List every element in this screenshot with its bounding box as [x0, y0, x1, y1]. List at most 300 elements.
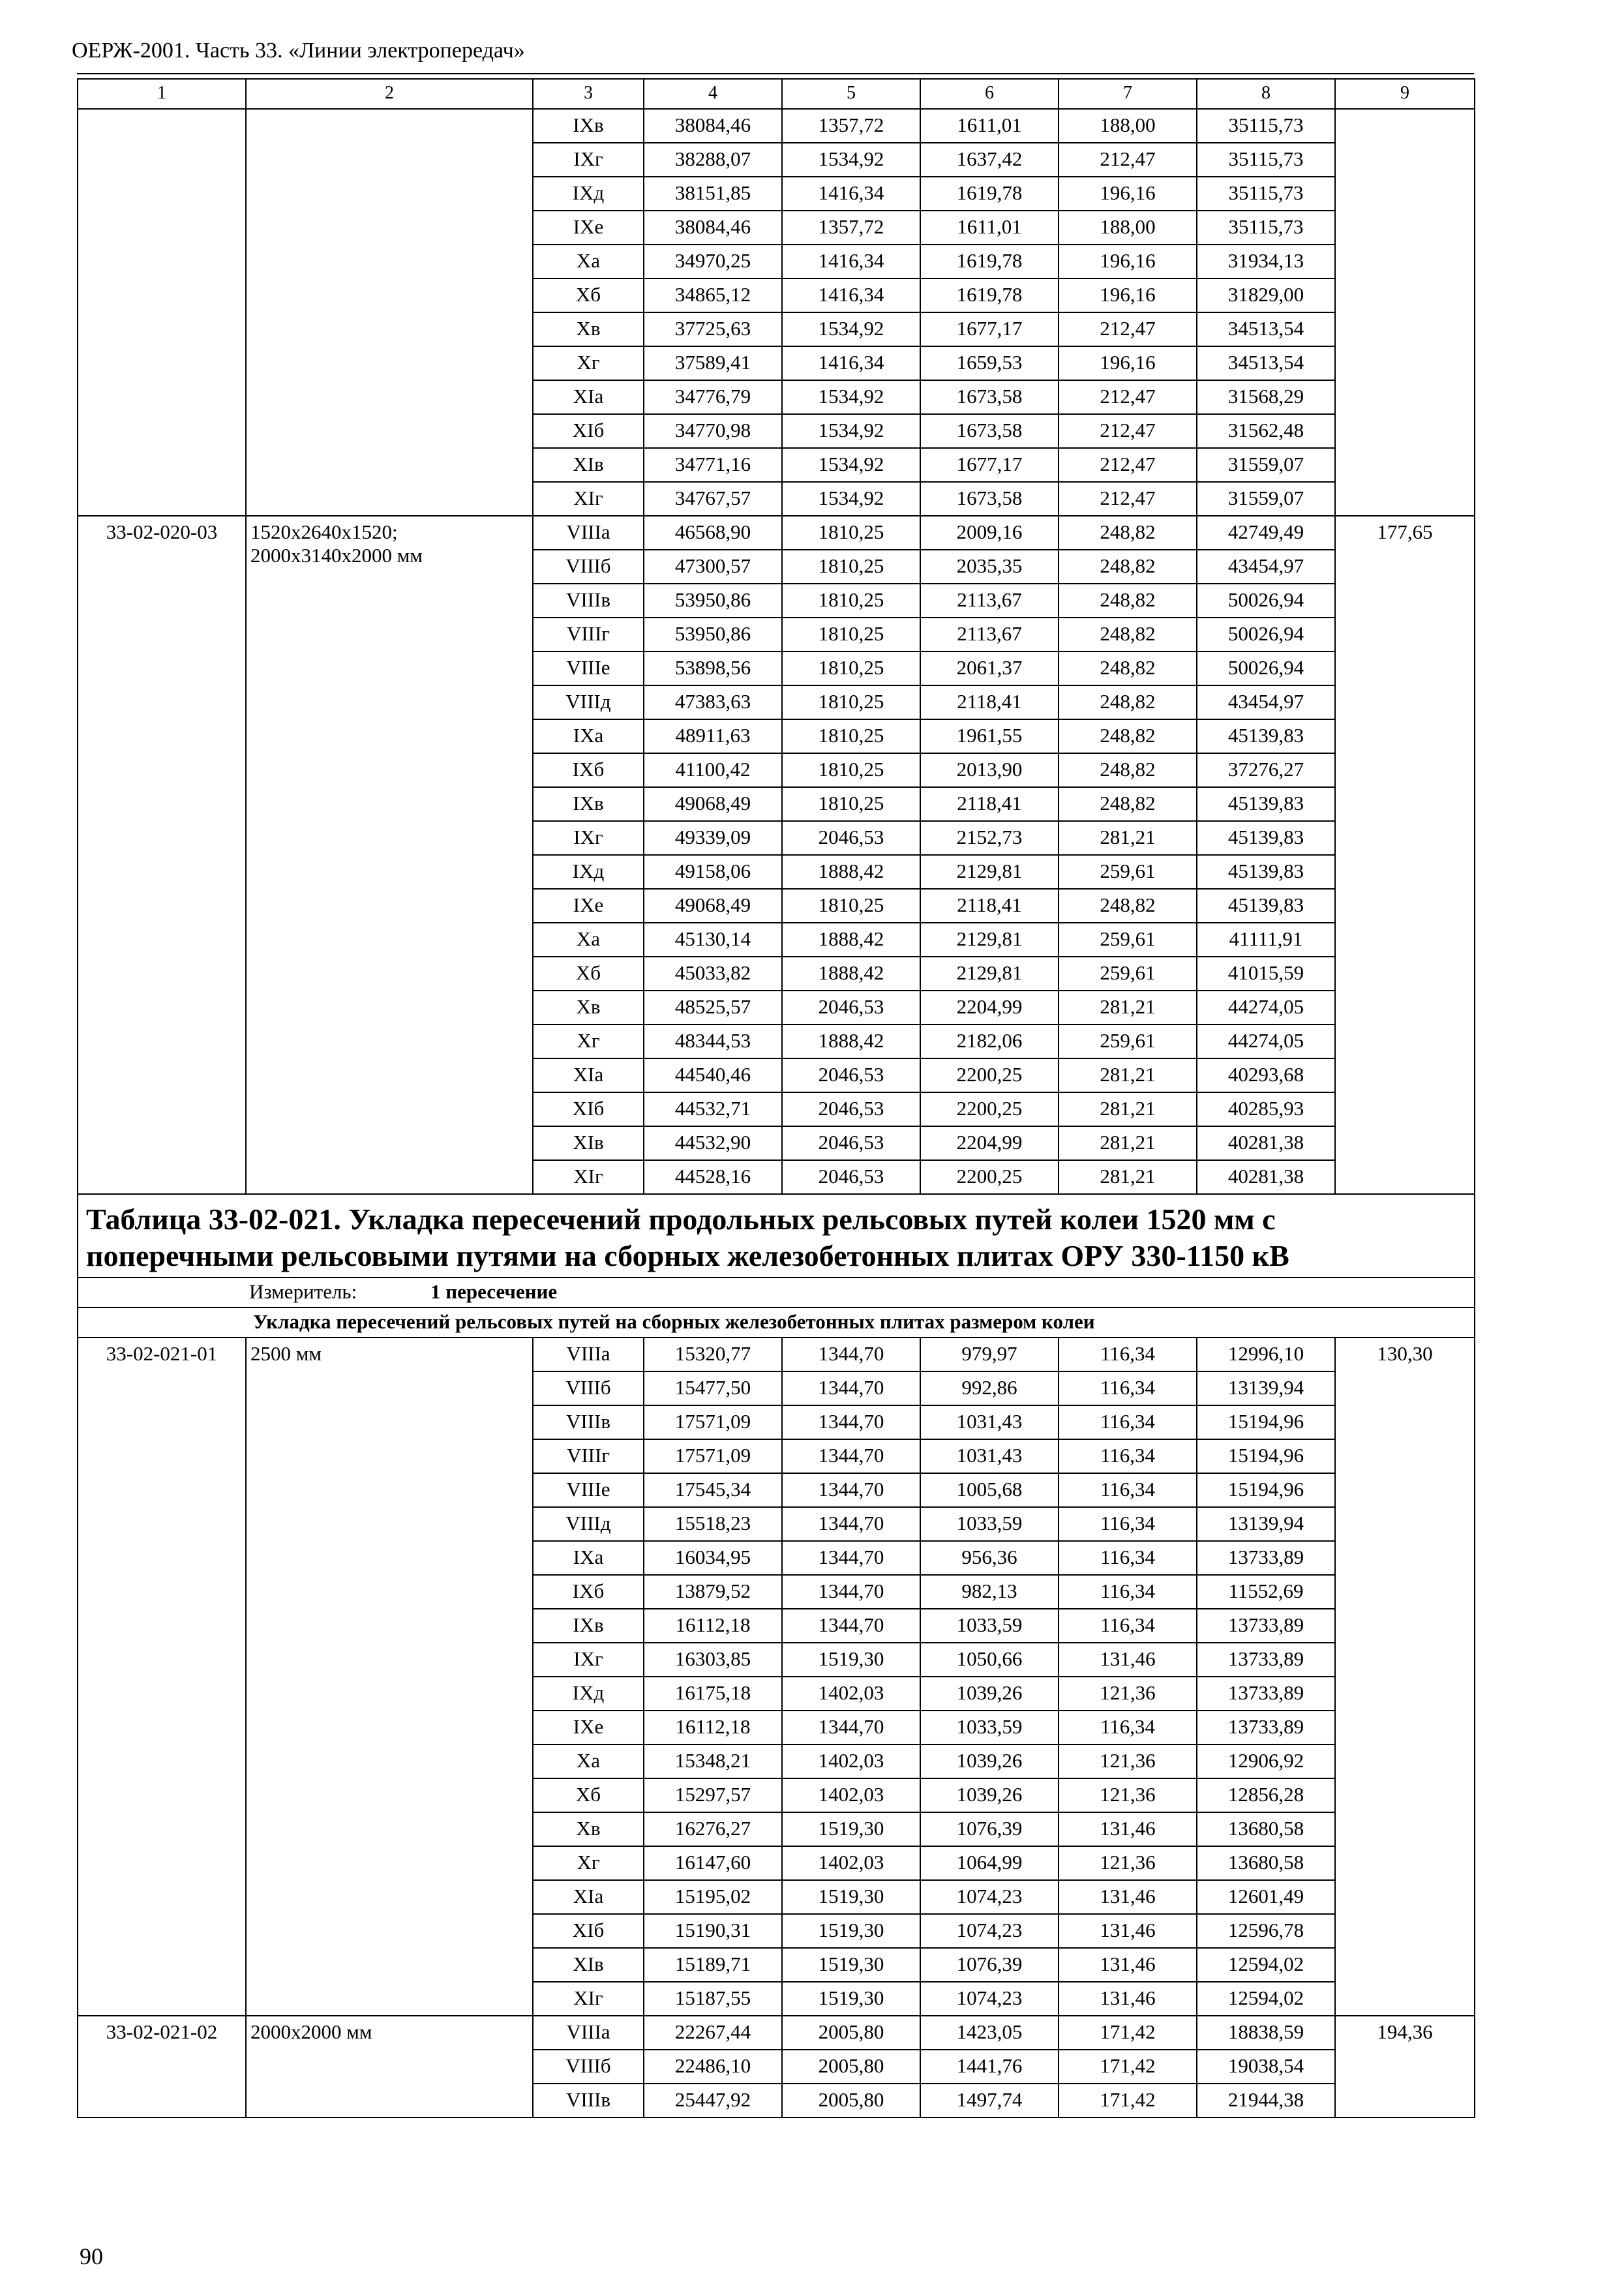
labor-cost-cell: 1344,70: [782, 1439, 920, 1473]
total-cost-cell: 44532,71: [644, 1092, 782, 1126]
operator-wage-cell: 188,00: [1059, 109, 1197, 143]
section-heading-row: [78, 1308, 1475, 1338]
machine-cost-cell: 1074,23: [920, 1914, 1059, 1948]
operator-wage-cell: 212,47: [1059, 143, 1197, 177]
total-cost-cell: 22267,44: [644, 2016, 782, 2050]
machine-cost-cell: 2113,67: [920, 618, 1059, 651]
table-title-row: [78, 1194, 1475, 1278]
machine-cost-cell: 1033,59: [920, 1711, 1059, 1744]
machine-cost-cell: 1039,26: [920, 1778, 1059, 1812]
labor-cost-cell: 2046,53: [782, 991, 920, 1025]
column-number-6: 6: [920, 79, 1059, 109]
materials-cost-cell: 12594,02: [1197, 1948, 1335, 1982]
operator-wage-cell: 281,21: [1059, 1092, 1197, 1126]
operator-wage-cell: 259,61: [1059, 1025, 1197, 1058]
total-cost-cell: 41100,42: [644, 753, 782, 787]
labor-cost-cell: 1357,72: [782, 109, 920, 143]
zone-cell: IXб: [533, 1575, 644, 1609]
zone-cell: IXг: [533, 1643, 644, 1677]
materials-cost-cell: 19038,54: [1197, 2050, 1335, 2084]
materials-cost-cell: 41015,59: [1197, 957, 1335, 991]
zone-cell: XIа: [533, 1880, 644, 1914]
materials-cost-cell: 45139,83: [1197, 855, 1335, 889]
total-cost-cell: 34770,98: [644, 414, 782, 448]
materials-cost-cell: 13733,89: [1197, 1677, 1335, 1711]
operator-wage-cell: 259,61: [1059, 855, 1197, 889]
zone-cell: Xв: [533, 991, 644, 1025]
total-cost-cell: 17571,09: [644, 1405, 782, 1439]
machine-cost-cell: 979,97: [920, 1338, 1059, 1371]
operator-wage-cell: 248,82: [1059, 651, 1197, 685]
total-cost-cell: 16147,60: [644, 1846, 782, 1880]
total-cost-cell: 49158,06: [644, 855, 782, 889]
operator-wage-cell: 248,82: [1059, 584, 1197, 618]
zone-cell: XIа: [533, 380, 644, 414]
machine-cost-cell: 2118,41: [920, 685, 1059, 719]
materials-cost-cell: 13139,94: [1197, 1507, 1335, 1541]
zone-cell: IXг: [533, 143, 644, 177]
materials-cost-cell: 45139,83: [1197, 719, 1335, 753]
machine-cost-cell: 2113,67: [920, 584, 1059, 618]
machine-cost-cell: 2061,37: [920, 651, 1059, 685]
total-cost-cell: 38151,85: [644, 177, 782, 211]
operator-wage-cell: 121,36: [1059, 1846, 1197, 1880]
labor-cost-cell: 1888,42: [782, 957, 920, 991]
total-cost-cell: 34970,25: [644, 245, 782, 278]
labor-cost-cell: 1810,25: [782, 584, 920, 618]
labor-cost-cell: 1344,70: [782, 1405, 920, 1439]
total-cost-cell: 15320,77: [644, 1338, 782, 1371]
labor-cost-cell: 1344,70: [782, 1711, 920, 1744]
machine-cost-cell: 2200,25: [920, 1160, 1059, 1194]
rate-code-cell: [78, 109, 246, 516]
meter-row: [78, 1278, 1475, 1308]
labor-cost-cell: 1344,70: [782, 1575, 920, 1609]
operator-wage-cell: 116,34: [1059, 1575, 1197, 1609]
operator-wage-cell: 131,46: [1059, 1880, 1197, 1914]
labor-cost-cell: 1534,92: [782, 482, 920, 516]
machine-cost-cell: 992,86: [920, 1371, 1059, 1405]
rate-code-cell: 33-02-021-02: [78, 2016, 246, 2117]
rates-table: [77, 78, 1475, 2118]
machine-cost-cell: 2182,06: [920, 1025, 1059, 1058]
zone-cell: XIг: [533, 1160, 644, 1194]
machine-cost-cell: 2118,41: [920, 889, 1059, 923]
labor-cost-cell: 1810,25: [782, 889, 920, 923]
total-cost-cell: 22486,10: [644, 2050, 782, 2084]
materials-cost-cell: 21944,38: [1197, 2084, 1335, 2117]
materials-cost-cell: 37276,27: [1197, 753, 1335, 787]
labor-cost-cell: 1888,42: [782, 923, 920, 957]
materials-cost-cell: 35115,73: [1197, 211, 1335, 245]
zone-cell: VIIIа: [533, 2016, 644, 2050]
rate-code-cell: 33-02-021-01: [78, 1338, 246, 2016]
materials-cost-cell: 45139,83: [1197, 821, 1335, 855]
materials-cost-cell: 31568,29: [1197, 380, 1335, 414]
materials-cost-cell: 13680,58: [1197, 1846, 1335, 1880]
total-cost-cell: 44532,90: [644, 1126, 782, 1160]
zone-cell: IXв: [533, 1609, 644, 1643]
total-cost-cell: 45130,14: [644, 923, 782, 957]
zone-cell: Xб: [533, 957, 644, 991]
zone-cell: VIIIг: [533, 1439, 644, 1473]
machine-cost-cell: 956,36: [920, 1541, 1059, 1575]
materials-cost-cell: 18838,59: [1197, 2016, 1335, 2050]
labor-cost-cell: 1402,03: [782, 1744, 920, 1778]
materials-cost-cell: 12906,92: [1197, 1744, 1335, 1778]
materials-cost-cell: 12596,78: [1197, 1914, 1335, 1948]
table-title: Таблица 33-02-021. Укладка пересечений продольных рельсовых путей колеи 1520 мм с поперечными рельсовыми путями на сборных железобетонных плитах ОРУ 330-1150 кВ: [78, 1194, 1475, 1278]
operator-wage-cell: 248,82: [1059, 618, 1197, 651]
materials-cost-cell: 43454,97: [1197, 685, 1335, 719]
machine-cost-cell: 1076,39: [920, 1812, 1059, 1846]
operator-wage-cell: 121,36: [1059, 1744, 1197, 1778]
machine-cost-cell: 2204,99: [920, 991, 1059, 1025]
zone-cell: IXд: [533, 177, 644, 211]
materials-cost-cell: 13733,89: [1197, 1643, 1335, 1677]
labor-norm-cell: 177,65: [1335, 516, 1475, 1194]
total-cost-cell: 37589,41: [644, 346, 782, 380]
labor-cost-cell: 1519,30: [782, 1982, 920, 2016]
total-cost-cell: 16303,85: [644, 1643, 782, 1677]
total-cost-cell: 46568,90: [644, 516, 782, 550]
materials-cost-cell: 31934,13: [1197, 245, 1335, 278]
zone-cell: Xб: [533, 278, 644, 312]
materials-cost-cell: 12594,02: [1197, 1982, 1335, 2016]
labor-cost-cell: 1344,70: [782, 1507, 920, 1541]
column-number-5: 5: [782, 79, 920, 109]
labor-cost-cell: 1519,30: [782, 1948, 920, 1982]
column-number-3: 3: [533, 79, 644, 109]
zone-cell: VIIIв: [533, 1405, 644, 1439]
operator-wage-cell: 131,46: [1059, 1643, 1197, 1677]
total-cost-cell: 49068,49: [644, 787, 782, 821]
operator-wage-cell: 281,21: [1059, 1058, 1197, 1092]
zone-cell: IXе: [533, 889, 644, 923]
total-cost-cell: 34776,79: [644, 380, 782, 414]
materials-cost-cell: 44274,05: [1197, 1025, 1335, 1058]
labor-norm-cell: 130,30: [1335, 1338, 1475, 2016]
header-rule: [77, 73, 1474, 74]
operator-wage-cell: 171,42: [1059, 2084, 1197, 2117]
materials-cost-cell: 45139,83: [1197, 787, 1335, 821]
column-number-7: 7: [1059, 79, 1197, 109]
labor-norm-cell: [1335, 109, 1475, 516]
labor-cost-cell: 1888,42: [782, 855, 920, 889]
labor-norm-cell: 194,36: [1335, 2016, 1475, 2117]
zone-cell: Xв: [533, 1812, 644, 1846]
labor-cost-cell: 1810,25: [782, 787, 920, 821]
labor-cost-cell: 1519,30: [782, 1643, 920, 1677]
materials-cost-cell: 13139,94: [1197, 1371, 1335, 1405]
operator-wage-cell: 116,34: [1059, 1338, 1197, 1371]
labor-cost-cell: 1416,34: [782, 177, 920, 211]
operator-wage-cell: 116,34: [1059, 1541, 1197, 1575]
labor-cost-cell: 1888,42: [782, 1025, 920, 1058]
machine-cost-cell: 1074,23: [920, 1880, 1059, 1914]
zone-cell: Xа: [533, 1744, 644, 1778]
labor-cost-cell: 1402,03: [782, 1846, 920, 1880]
zone-cell: XIб: [533, 1092, 644, 1126]
total-cost-cell: 16112,18: [644, 1609, 782, 1643]
materials-cost-cell: 35115,73: [1197, 109, 1335, 143]
zone-cell: VIIIб: [533, 550, 644, 584]
machine-cost-cell: 1031,43: [920, 1439, 1059, 1473]
zone-cell: Xг: [533, 1025, 644, 1058]
machine-cost-cell: 2013,90: [920, 753, 1059, 787]
zone-cell: IXд: [533, 1677, 644, 1711]
zone-cell: XIв: [533, 1948, 644, 1982]
operator-wage-cell: 171,42: [1059, 2016, 1197, 2050]
total-cost-cell: 34865,12: [644, 278, 782, 312]
labor-cost-cell: 2046,53: [782, 1160, 920, 1194]
labor-cost-cell: 1344,70: [782, 1473, 920, 1507]
machine-cost-cell: 2035,35: [920, 550, 1059, 584]
materials-cost-cell: 31559,07: [1197, 482, 1335, 516]
labor-cost-cell: 1344,70: [782, 1338, 920, 1371]
operator-wage-cell: 116,34: [1059, 1405, 1197, 1439]
zone-cell: XIв: [533, 1126, 644, 1160]
zone-cell: VIIIд: [533, 685, 644, 719]
total-cost-cell: 15477,50: [644, 1371, 782, 1405]
materials-cost-cell: 13733,89: [1197, 1609, 1335, 1643]
materials-cost-cell: 31829,00: [1197, 278, 1335, 312]
labor-cost-cell: 2046,53: [782, 821, 920, 855]
zone-cell: VIIIг: [533, 618, 644, 651]
operator-wage-cell: 131,46: [1059, 1948, 1197, 1982]
zone-cell: IXв: [533, 109, 644, 143]
materials-cost-cell: 50026,94: [1197, 651, 1335, 685]
machine-cost-cell: 1673,58: [920, 380, 1059, 414]
materials-cost-cell: 31562,48: [1197, 414, 1335, 448]
operator-wage-cell: 248,82: [1059, 787, 1197, 821]
total-cost-cell: 16034,95: [644, 1541, 782, 1575]
operator-wage-cell: 121,36: [1059, 1778, 1197, 1812]
labor-cost-cell: 1534,92: [782, 448, 920, 482]
materials-cost-cell: 40293,68: [1197, 1058, 1335, 1092]
machine-cost-cell: 2204,99: [920, 1126, 1059, 1160]
materials-cost-cell: 44274,05: [1197, 991, 1335, 1025]
description-cell: 2000х2000 мм: [246, 2016, 533, 2117]
total-cost-cell: 16276,27: [644, 1812, 782, 1846]
machine-cost-cell: 2200,25: [920, 1058, 1059, 1092]
zone-cell: IXе: [533, 1711, 644, 1744]
labor-cost-cell: 1416,34: [782, 346, 920, 380]
zone-cell: IXа: [533, 1541, 644, 1575]
labor-cost-cell: 1810,25: [782, 516, 920, 550]
machine-cost-cell: 1031,43: [920, 1405, 1059, 1439]
total-cost-cell: 16112,18: [644, 1711, 782, 1744]
labor-cost-cell: 2046,53: [782, 1058, 920, 1092]
total-cost-cell: 15518,23: [644, 1507, 782, 1541]
zone-cell: VIIIа: [533, 1338, 644, 1371]
labor-cost-cell: 1810,25: [782, 685, 920, 719]
zone-cell: IXб: [533, 753, 644, 787]
zone-cell: Xб: [533, 1778, 644, 1812]
labor-cost-cell: 1416,34: [782, 245, 920, 278]
operator-wage-cell: 248,82: [1059, 685, 1197, 719]
section-heading: Укладка пересечений рельсовых путей на сборных железобетонных плитах размером колеи: [78, 1308, 1475, 1338]
total-cost-cell: 15348,21: [644, 1744, 782, 1778]
zone-cell: VIIIв: [533, 2084, 644, 2117]
materials-cost-cell: 35115,73: [1197, 143, 1335, 177]
labor-cost-cell: 2005,80: [782, 2084, 920, 2117]
operator-wage-cell: 212,47: [1059, 482, 1197, 516]
zone-cell: VIIIб: [533, 1371, 644, 1405]
machine-cost-cell: 1423,05: [920, 2016, 1059, 2050]
zone-cell: VIIIе: [533, 651, 644, 685]
machine-cost-cell: 1673,58: [920, 414, 1059, 448]
materials-cost-cell: 50026,94: [1197, 618, 1335, 651]
labor-cost-cell: 2005,80: [782, 2016, 920, 2050]
column-number-8: 8: [1197, 79, 1335, 109]
labor-cost-cell: 1810,25: [782, 719, 920, 753]
labor-cost-cell: 1344,70: [782, 1609, 920, 1643]
operator-wage-cell: 171,42: [1059, 2050, 1197, 2084]
total-cost-cell: 17571,09: [644, 1439, 782, 1473]
total-cost-cell: 34767,57: [644, 482, 782, 516]
materials-cost-cell: 13733,89: [1197, 1711, 1335, 1744]
operator-wage-cell: 121,36: [1059, 1677, 1197, 1711]
machine-cost-cell: 2129,81: [920, 855, 1059, 889]
page-number: 90: [80, 2243, 103, 2269]
operator-wage-cell: 196,16: [1059, 346, 1197, 380]
zone-cell: IXг: [533, 821, 644, 855]
machine-cost-cell: 1637,42: [920, 143, 1059, 177]
rate-code-cell: 33-02-020-03: [78, 516, 246, 1194]
operator-wage-cell: 116,34: [1059, 1473, 1197, 1507]
materials-cost-cell: 45139,83: [1197, 889, 1335, 923]
zone-cell: XIб: [533, 414, 644, 448]
operator-wage-cell: 116,34: [1059, 1507, 1197, 1541]
materials-cost-cell: 40281,38: [1197, 1126, 1335, 1160]
operator-wage-cell: 196,16: [1059, 245, 1197, 278]
labor-cost-cell: 2046,53: [782, 1126, 920, 1160]
operator-wage-cell: 116,34: [1059, 1609, 1197, 1643]
total-cost-cell: 53950,86: [644, 584, 782, 618]
total-cost-cell: 15297,57: [644, 1778, 782, 1812]
table-row: [78, 109, 1475, 143]
zone-cell: VIIIб: [533, 2050, 644, 2084]
operator-wage-cell: 116,34: [1059, 1371, 1197, 1405]
labor-cost-cell: 1519,30: [782, 1812, 920, 1846]
total-cost-cell: 47300,57: [644, 550, 782, 584]
total-cost-cell: 38288,07: [644, 143, 782, 177]
operator-wage-cell: 188,00: [1059, 211, 1197, 245]
labor-cost-cell: 1810,25: [782, 550, 920, 584]
zone-cell: IXа: [533, 719, 644, 753]
table-row: [78, 516, 1475, 550]
operator-wage-cell: 248,82: [1059, 889, 1197, 923]
description-cell: [246, 109, 533, 516]
operator-wage-cell: 116,34: [1059, 1439, 1197, 1473]
operator-wage-cell: 196,16: [1059, 278, 1197, 312]
zone-cell: Xв: [533, 312, 644, 346]
machine-cost-cell: 1619,78: [920, 177, 1059, 211]
description-cell: 2500 мм: [246, 1338, 533, 2016]
operator-wage-cell: 259,61: [1059, 957, 1197, 991]
zone-cell: Xа: [533, 923, 644, 957]
machine-cost-cell: 2118,41: [920, 787, 1059, 821]
labor-cost-cell: 1810,25: [782, 651, 920, 685]
operator-wage-cell: 281,21: [1059, 991, 1197, 1025]
machine-cost-cell: 2152,73: [920, 821, 1059, 855]
labor-cost-cell: 1416,34: [782, 278, 920, 312]
labor-cost-cell: 1534,92: [782, 414, 920, 448]
table-row: [78, 1338, 1475, 1371]
machine-cost-cell: 1611,01: [920, 109, 1059, 143]
machine-cost-cell: 1050,66: [920, 1643, 1059, 1677]
total-cost-cell: 45033,82: [644, 957, 782, 991]
materials-cost-cell: 42749,49: [1197, 516, 1335, 550]
machine-cost-cell: 2129,81: [920, 923, 1059, 957]
labor-cost-cell: 1402,03: [782, 1677, 920, 1711]
zone-cell: VIIIд: [533, 1507, 644, 1541]
column-number-2: 2: [246, 79, 533, 109]
column-number-1: 1: [78, 79, 246, 109]
operator-wage-cell: 212,47: [1059, 380, 1197, 414]
machine-cost-cell: 1611,01: [920, 211, 1059, 245]
operator-wage-cell: 259,61: [1059, 923, 1197, 957]
zone-cell: XIв: [533, 448, 644, 482]
materials-cost-cell: 13733,89: [1197, 1541, 1335, 1575]
materials-cost-cell: 11552,69: [1197, 1575, 1335, 1609]
total-cost-cell: 16175,18: [644, 1677, 782, 1711]
machine-cost-cell: 1659,53: [920, 346, 1059, 380]
total-cost-cell: 44540,46: [644, 1058, 782, 1092]
machine-cost-cell: 1039,26: [920, 1744, 1059, 1778]
zone-cell: XIа: [533, 1058, 644, 1092]
operator-wage-cell: 212,47: [1059, 448, 1197, 482]
labor-cost-cell: 1810,25: [782, 618, 920, 651]
zone-cell: IXв: [533, 787, 644, 821]
machine-cost-cell: 1677,17: [920, 312, 1059, 346]
materials-cost-cell: 41111,91: [1197, 923, 1335, 957]
total-cost-cell: 53898,56: [644, 651, 782, 685]
zone-cell: IXе: [533, 211, 644, 245]
total-cost-cell: 47383,63: [644, 685, 782, 719]
labor-cost-cell: 1344,70: [782, 1371, 920, 1405]
materials-cost-cell: 34513,54: [1197, 346, 1335, 380]
materials-cost-cell: 40281,38: [1197, 1160, 1335, 1194]
machine-cost-cell: 2129,81: [920, 957, 1059, 991]
materials-cost-cell: 40285,93: [1197, 1092, 1335, 1126]
machine-cost-cell: 1619,78: [920, 245, 1059, 278]
running-head: ОЕРЖ-2001. Часть 33. «Линии электропередач»: [72, 38, 525, 63]
table-row: [78, 2016, 1475, 2050]
materials-cost-cell: 12601,49: [1197, 1880, 1335, 1914]
materials-cost-cell: 31559,07: [1197, 448, 1335, 482]
materials-cost-cell: 15194,96: [1197, 1405, 1335, 1439]
total-cost-cell: 37725,63: [644, 312, 782, 346]
operator-wage-cell: 212,47: [1059, 414, 1197, 448]
operator-wage-cell: 248,82: [1059, 516, 1197, 550]
total-cost-cell: 38084,46: [644, 211, 782, 245]
labor-cost-cell: 1519,30: [782, 1914, 920, 1948]
labor-cost-cell: 1534,92: [782, 380, 920, 414]
total-cost-cell: 44528,16: [644, 1160, 782, 1194]
total-cost-cell: 15190,31: [644, 1914, 782, 1948]
operator-wage-cell: 131,46: [1059, 1982, 1197, 2016]
operator-wage-cell: 248,82: [1059, 550, 1197, 584]
operator-wage-cell: 212,47: [1059, 312, 1197, 346]
materials-cost-cell: 43454,97: [1197, 550, 1335, 584]
operator-wage-cell: 281,21: [1059, 1126, 1197, 1160]
zone-cell: XIб: [533, 1914, 644, 1948]
machine-cost-cell: 1619,78: [920, 278, 1059, 312]
operator-wage-cell: 248,82: [1059, 719, 1197, 753]
machine-cost-cell: 1677,17: [920, 448, 1059, 482]
